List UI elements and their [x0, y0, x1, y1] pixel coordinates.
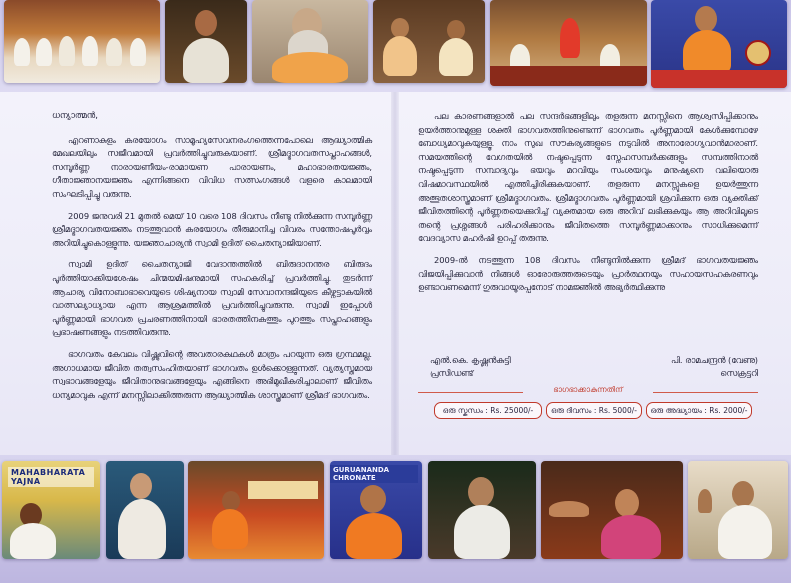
- photo-man-glasses: [428, 461, 536, 559]
- paragraph: എറണാകുളം കരയോഗം സാമൂഹ്യസേവനരംഗത്തെന്നപോലെ ആദ്ധ്യാത്മിക മേഖലയിലും സജീവമായി പ്രവർത്തിച്ചുവരുകയാണ്. ശ്രീമദ്ഭാഗവതസപ്താഹങ്ങൾ, സമ്പൂർണ്ണ നാരായണീയം-രാമായണ പാരായണം, മഹാഭാരതയജ്ഞം, ഗീതാജ്ഞാനയജ്ഞം എന്നിങ്ങനെ വിവിധ സത്സംഗങ്ങൾ വളരെ കാലമായി സംഘടിപ്പിച്ചു വരുന്നു.: [52, 134, 372, 199]
- president-role: പ്രസിഡണ്ട്: [430, 368, 474, 378]
- letter-right-column: [418, 110, 758, 378]
- secretary-name: പി. രാമചന്ദ്രൻ (വേണു): [670, 355, 758, 365]
- photo-ritual: [373, 0, 485, 83]
- salutation: ധന്യാത്മൻ,: [52, 111, 98, 121]
- photo-swami-portrait: [252, 0, 368, 83]
- photo-audience: [4, 0, 160, 83]
- paragraph: 2009 ജനുവരി 21 മുതൽ മെയ് 10 വരെ 108 ദിവസം നീണ്ടു നിൽക്കുന്ന സമ്പൂർണ്ണ ശ്രീമദ്ഭാഗവതയജ്ഞം നടത്തുവാൻ കരയോഗം തീരുമാനിച്ച വിവരം സന്തോഷപൂർവ്വം അറിയിച്ചുകൊള്ളുന്നു. യജ്ഞാചാര്യൻ സ്വാമി ഉദിത് ചൈതന്യാജിയാണ്.: [52, 210, 372, 248]
- photo-elder-speaker: [106, 461, 184, 559]
- photo-woman-speaking: [541, 461, 683, 559]
- photo-swami-closeup: [330, 461, 422, 559]
- banner-caption: MAHABHARATA YAJNA: [8, 467, 94, 487]
- photo-swami-seated: [651, 0, 787, 88]
- sponsor-option-skandham: ഒരു സ്കന്ധം : Rs. 25000/-: [434, 402, 542, 419]
- paragraph: ഭാഗവതം കേവലം വിഷ്ണുവിന്റെ അവതാരകഥകൾ മാത്രം പറയുന്ന ഒരു ഗ്രന്ഥമല്ല. അഗാധമായ ജീവിത തത്വസംഹിതയാണ് ഭാഗവതം ഉൾക്കൊള്ളുന്നത്. വ്യത്യസ്തമായ സ്വഭാവങ്ങളേയും ജീവിതാനുഭവങ്ങളേയും എങ്ങിനെ അഭിമുഖീകരിച്ചാലാണ് ജീവിതം ധന്യമാവുക എന്ന് മനസ്സിലാക്കിത്തരുന്ന ആദ്ധ്യാത്മിക ശാസ്ത്രമാണ് ശ്രീമദ് ഭാഗവതം.: [52, 348, 372, 400]
- president-name: എൽ.കെ. കൃഷ്ണൻകുട്ടി: [430, 355, 511, 365]
- sponsor-option-chapter: ഒരു അദ്ധ്യായം : Rs. 2000/-: [646, 402, 752, 419]
- sponsorship-heading: ഭാഗഭാക്കാകുന്നതിന്: [418, 385, 758, 399]
- photo-stage: [490, 0, 647, 86]
- photo-stage-event: [188, 461, 324, 559]
- signature-block: [430, 354, 758, 380]
- photo-speaker-gesture: [688, 461, 788, 559]
- paragraph: 2009-ൽ നടത്തുന്ന 108 ദിവസം നീണ്ടുനിൽക്കുന്ന ശ്രീമദ് ഭാഗവതയജ്ഞം വിജയിപ്പിക്കുവാൻ നിങ്ങൾ ഓരോരുത്തരുടെയും പ്രാർത്ഥനയും സഹായസഹകരണവും ഉണ്ടാവണമെന്ന് ഗുരുവായൂരപ്പനോട് നാമജ്ഞിൽ അഭ്യർത്ഥിക്കുന്നു: [418, 254, 758, 293]
- paragraph: സ്വാമി ഉദിത് ചൈതന്യാജി വേദാന്തത്തിൽ ബിരുദാനന്തര ബിരുദം പൂർത്തിയാക്കിയശേഷം ചിന്മയമിഷനുമായി സഹകരിച്ച് പ്രവർത്തിച്ചു. തുടർന്ന് ആചാര്യ വിനോബാഭാവെയുടെ ശിഷ്യനായ സ്വാമി സേവാനന്ദജിയുടെ കീഴ്നട്ടാകയിൽ വാത്സല്യാധ്യായ എന്ന ആശ്രമത്തിൽ പ്രവർത്തിച്ചുവരുന്നു. സ്വാമി ഇപ്പോൾ പൂർണ്ണമായി ഭാഗവത പ്രചരണത്തിനായി ഭാരതത്തിനകത്തും പുറത്തും സപ്താഹങ്ങളും പ്രഭാഷണങ്ങളും നടത്തിവരുന്നു.: [52, 259, 372, 338]
- secretary-role: സെക്രട്ടറി: [720, 368, 758, 378]
- paragraph: പല കാരണങ്ങളാൽ പല സന്ദർഭങ്ങളിലും തളരുന്ന മനസ്സിനെ ആശ്വസിപ്പിക്കാനും ഉയർത്താനുമുള്ള ശക്തി ഭാഗവതത്തിനുണ്ടെന്ന് ഭാഗവതം പൂർണ്ണമായി കേൾക്കുമ്പോഴേ ബോധ്യമാവുകയുള്ളൂ. നാം സുഖ സൗകര്യങ്ങളുടെ നടുവിൽ അനാരോഗ്യവാൻമാരാണ്. സമയത്തിന്റെ വേഗതയിൽ നഷ്ടപ്പെടുന്ന സ്നേഹസമ്പർക്കങ്ങളും സമ്പത്തിനാൽ നഷ്ടപ്പെടുന്ന സമ്പാദ്യവും ഭയവും മറവിയും സംശയവും മനുഷ്യനെ വലിയൊരു വിഷമാവസ്ഥയിൽ എത്തിച്ചിരിക്കുകയാണ്. തളരുന്ന മനസ്സുകളെ ഉയർത്തുന്ന അത്ഭുതശാസ്ത്രമാണ് ശ്രീമദ്ഭാഗവതം. ശ്രീമദ്ഭാഗവതം പൂർണ്ണമായി ശ്രവിക്കുന്ന ഒരു വ്യക്തിക്ക് ജീവിതത്തിന്റെ പൂർണ്ണതയെക്കുറിച്ച് വ്യക്തമായ ഒരു അറിവ് ലഭിക്കുകയും ആ അറിവിലൂടെ തന്റെ പ്രശ്നങ്ങൾ പരിഹരിക്കാനും ജീവിതത്തെ സമ്പൂർണ്ണമാക്കാനും സാധിക്കുമെന്ന് വേദവ്യാസ മഹർഷി ഉറപ്പ് തരുന്നു.: [418, 111, 758, 244]
- letter-left-column: [52, 110, 372, 410]
- top-photo-strip: [0, 0, 791, 92]
- photo-speaker-banner: [2, 461, 100, 559]
- photo-speaker-mic: [165, 0, 247, 83]
- photo-caption: GURUANANDA CHRONATE: [330, 465, 418, 483]
- sponsor-option-day: ഒരു ദിവസം : Rs. 5000/-: [546, 402, 642, 419]
- bottom-photo-strip: [0, 455, 791, 583]
